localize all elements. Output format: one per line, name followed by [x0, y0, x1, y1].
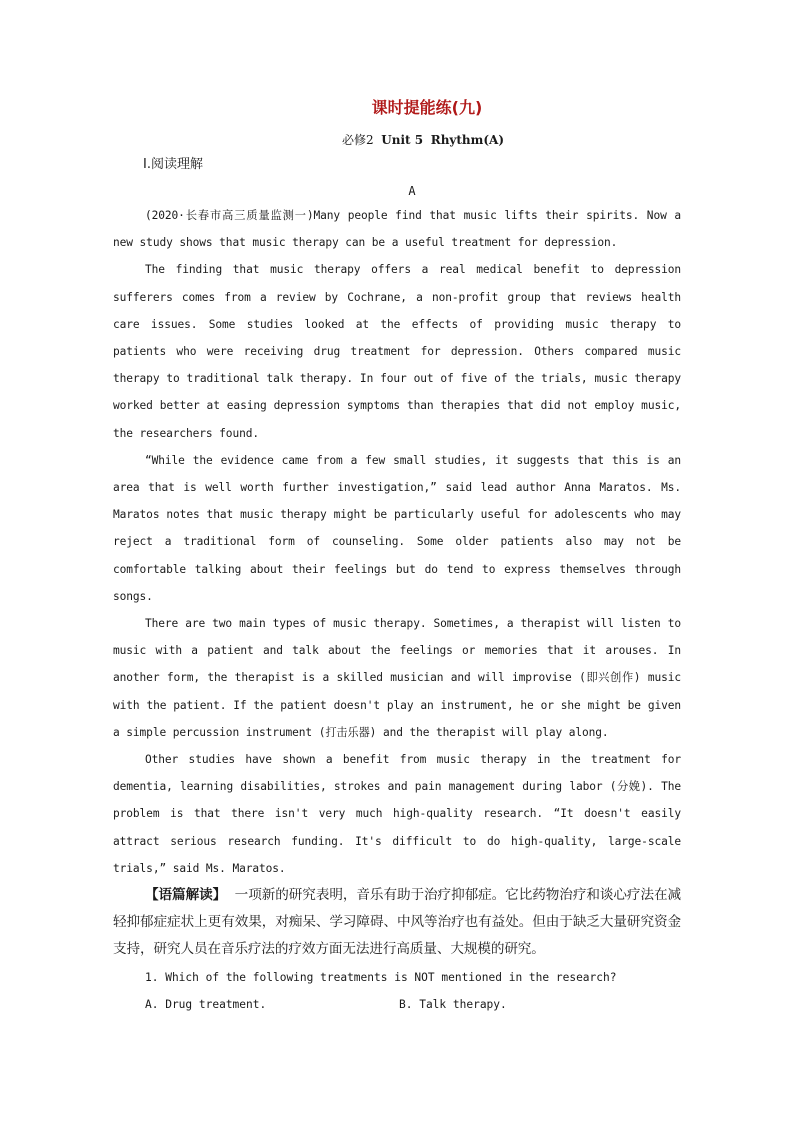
question-1-option-b[interactable]: B. Talk therapy. [399, 997, 507, 1011]
page-title: 课时提能练(九) [371, 98, 483, 117]
passage-label: A [408, 184, 416, 198]
subtitle-book: 必修2 [341, 133, 374, 147]
page-subtitle [113, 130, 681, 150]
analysis-text: 一项新的研究表明，音乐有助于治疗抑郁症。它比药物治疗和谈心疗法在减轻抑郁症症状上更有效果，对痴呆、学习障碍、中风等治疗也有益处。但由于缺乏大量研究资金支持，研究人员在音乐疗法的疗效方面无法进行高质量、大规模的研究。 [113, 887, 681, 958]
question-1-stem: 1. Which of the following treatments is NOT mentioned in the research? [145, 970, 617, 984]
passage-paragraph-1: (2020·长春市高三质量监测一)Many people find that music lifts their spirits. Now a new study shows that music therapy can be a useful treatment for depression. [113, 209, 681, 250]
analysis-label: 【语篇解读】 [145, 887, 227, 904]
passage-paragraph-5: Other studies have shown a benefit from music therapy in the treatment for dementia, learning disabilities, strokes and pain management during labor (分娩). The problem is that there isn't very much high-quality research. “It doesn't easily attract serious research funding. It's difficult to do high-quality, large-scale trials,” said Ms. Maratos. [113, 753, 681, 875]
passage-paragraph-4: There are two main types of music therapy. Sometimes, a therapist will listen to music with a patient and talk about the feelings or memories that it arouses. In another form, the therapist is a skilled musician and will improvise (即兴创作) music with the patient. If the patient doesn't play an instrument, he or she might be given a simple percussion instrument (打击乐器) and the therapist will play along. [113, 617, 681, 739]
subtitle-unit: Unit 5 [381, 133, 424, 147]
analysis-paragraph [113, 882, 681, 964]
question-1-option-a[interactable]: A. Drug treatment. [145, 997, 267, 1011]
passage-paragraph-3: “While the evidence came from a few small studies, it suggests that this is an area that is well worth further investigation,” said lead author Anna Maratos. Ms. Maratos notes that music therapy might be particularly useful for adolescents who may reject a traditional form of counseling. Some older patients also may not be comfortable talking about their feelings but do tend to express themselves through songs. [113, 453, 681, 603]
section-heading: Ⅰ.阅读理解 [143, 157, 203, 172]
question-1-options [113, 991, 681, 1018]
document-page [113, 96, 681, 1018]
passage-paragraph-2: The finding that music therapy offers a real medical benefit to depression sufferers comes from a review by Cochrane, a non-profit group that reviews health care issues. Some studies looked at the effects of providing music therapy to patients who were receiving drug treatment for depression. Others compared music therapy to traditional talk therapy. In four out of five of the trials, music therapy worked better at easing depression symptoms than therapies that did not employ music, the researchers found. [113, 263, 681, 440]
subtitle-topic: Rhythm(A) [430, 133, 505, 147]
